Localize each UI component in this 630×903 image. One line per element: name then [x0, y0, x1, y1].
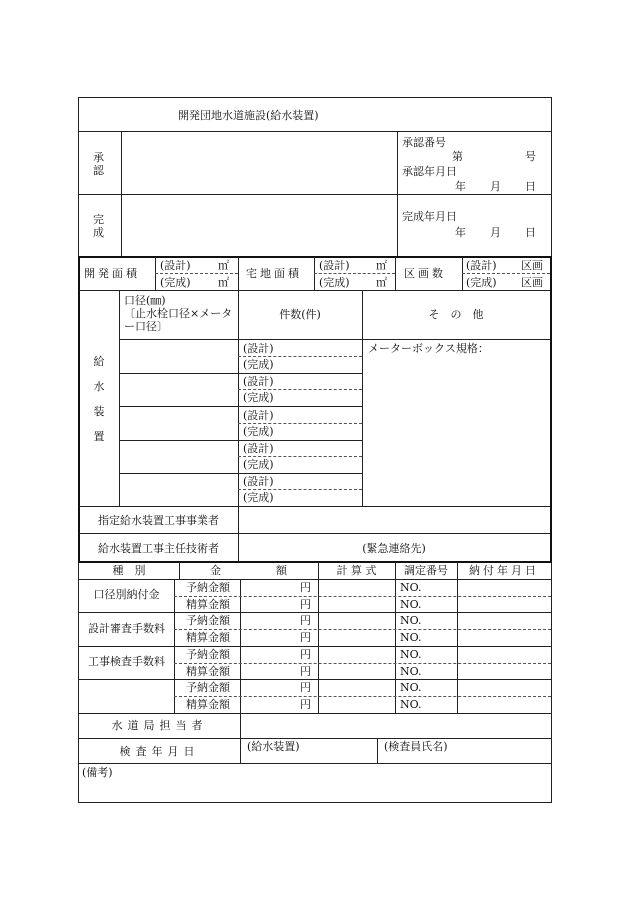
device-line-right — [362, 290, 363, 506]
device-side-label-4: 置 — [93, 430, 105, 443]
fee-line-formula — [318, 562, 319, 713]
row5-complete: (完成) — [243, 491, 274, 504]
row5-dash — [238, 489, 362, 490]
dev-area-design: (設計) — [160, 259, 191, 272]
fee-g2-settled-no: NO. — [400, 631, 422, 644]
completion-month: 月 — [490, 226, 501, 239]
fee-g3-settled-no: NO. — [400, 665, 422, 678]
col-count-header: 件数(件) — [279, 308, 321, 321]
completion-day: 日 — [525, 226, 536, 239]
lots-label: 区画数 — [404, 267, 446, 280]
res-area-label: 宅地面積 — [246, 267, 302, 280]
fee-g4-settled-no: NO. — [400, 698, 422, 711]
fee-g3-bottom — [78, 679, 552, 680]
fee-g4-prepaid-no: NO. — [400, 681, 422, 694]
fee-g1-prepaid-no: NO. — [400, 581, 422, 594]
dev-area-label: 開発面積 — [84, 267, 140, 280]
row4-complete: (完成) — [243, 458, 274, 471]
row1-dash — [238, 356, 362, 357]
line-approval-bottom — [78, 194, 552, 195]
fee-g1-settled-yen: 円 — [300, 598, 311, 611]
meter-box-spec: メーターボックス規格： — [368, 342, 489, 355]
row4-bottom — [119, 473, 362, 474]
inspection-bottom — [78, 763, 552, 764]
row2-bottom — [119, 406, 362, 407]
res-area-complete-unit: ㎡ — [376, 276, 387, 289]
res-area-design-unit: ㎡ — [376, 259, 387, 272]
dev-area-design-unit: ㎡ — [218, 259, 229, 272]
row1-bottom — [119, 373, 362, 374]
outer-border-bottom — [78, 802, 552, 803]
device-line-mid — [238, 290, 239, 562]
thick-block-bottom — [78, 561, 552, 563]
completion-label: 完 成 — [93, 213, 104, 239]
fee-g3-prepaid-yen: 円 — [300, 648, 311, 661]
fee-g4-prepaid: 予納金額 — [186, 681, 230, 694]
area-line-2 — [238, 257, 239, 290]
row3-bottom — [119, 440, 362, 441]
fee-header-bottom — [78, 579, 552, 580]
approval-dai: 第 — [452, 150, 463, 163]
device-side-label-3: 装 — [93, 405, 105, 418]
row4-design: (設計) — [243, 442, 274, 455]
fee-g2-bottom — [78, 646, 552, 647]
line-area-bottom — [79, 290, 550, 291]
fee-header-paydate: 納付年月日 — [469, 564, 539, 577]
staff-bottom — [78, 738, 552, 739]
contractor-label: 指定給水装置工事事業者 — [98, 514, 219, 527]
completion-date-label: 完成年月日 — [402, 210, 457, 223]
fee-line-paydate — [457, 562, 458, 713]
inspection-date-label: 検査年月日 — [119, 745, 200, 758]
approval-date-label: 承認年月日 — [402, 165, 457, 178]
inspector-name-label: (検査員氏名) — [384, 740, 448, 753]
approval-label: 承 認 — [93, 151, 104, 177]
row1-design: (設計) — [243, 342, 274, 355]
res-area-design: (設計) — [319, 259, 350, 272]
inspection-line — [377, 738, 378, 763]
row4-dash — [238, 456, 362, 457]
inspection-device-label: (給水装置) — [247, 740, 300, 753]
row3-design: (設計) — [243, 409, 274, 422]
fee-g1-settled-no: NO. — [400, 598, 422, 611]
approval-day: 日 — [525, 180, 536, 193]
thick-block-top — [78, 256, 552, 258]
lots-design: (設計) — [466, 259, 497, 272]
fee-g3-settled: 精算金額 — [186, 665, 230, 678]
lots-complete: (完成) — [466, 276, 497, 289]
fee-line-adjust — [395, 562, 396, 713]
area-dash-3 — [462, 273, 550, 274]
fee-table-bottom — [78, 713, 552, 714]
emergency-contact-label: (緊急連絡先) — [362, 542, 426, 555]
fee-g2-settled-yen: 円 — [300, 631, 311, 644]
fee-g4-settled: 精算金額 — [186, 698, 230, 711]
line-title-bottom — [78, 131, 552, 132]
fee-g2-settled: 精算金額 — [186, 631, 230, 644]
fee-g1-prepaid: 予納金額 — [186, 581, 230, 594]
line-contractor-bottom — [79, 533, 550, 534]
fee-g2-prepaid-no: NO. — [400, 614, 422, 627]
row2-complete: (完成) — [243, 391, 274, 404]
area-line-4 — [395, 257, 396, 290]
device-side-label-2: 水 — [93, 380, 105, 393]
line-device-bottom — [79, 506, 550, 507]
row3-complete: (完成) — [243, 425, 274, 438]
fee-g4-prepaid-yen: 円 — [300, 681, 311, 694]
engineer-label: 給水装置工事主任技術者 — [98, 542, 219, 555]
device-side-label-1: 給 — [93, 355, 105, 368]
approval-year: 年 — [455, 180, 466, 193]
res-area-complete: (完成) — [319, 276, 350, 289]
lots-complete-unit: 区画 — [521, 276, 543, 289]
lots-design-unit: 区画 — [521, 259, 543, 272]
row2-design: (設計) — [243, 375, 274, 388]
area-dash-1 — [155, 273, 238, 274]
fee-header-adjust: 調定番号 — [404, 564, 448, 577]
fee-g3-dash — [174, 663, 551, 664]
fee-group-2-name: 設計審査手数料 — [88, 622, 165, 635]
remarks-label: (備考) — [82, 766, 113, 779]
approval-go: 号 — [525, 150, 536, 163]
fee-g2-prepaid: 予納金額 — [186, 614, 230, 627]
approval-number-label: 承認番号 — [402, 136, 446, 149]
staff-label: 水道局担当者 — [111, 719, 208, 732]
fee-g1-settled: 精算金額 — [186, 598, 230, 611]
device-header-bottom — [119, 339, 550, 340]
fee-group-1-name: 口径別納付金 — [93, 588, 160, 601]
thick-block-right — [550, 256, 552, 562]
fee-g1-prepaid-yen: 円 — [300, 581, 311, 594]
area-dash-2 — [314, 273, 395, 274]
fee-g3-prepaid: 予納金額 — [186, 648, 230, 661]
form-title: 開発団地水道施設(給水装置) — [178, 109, 319, 122]
fee-header-formula: 計 算 式 — [336, 564, 377, 577]
outer-border-top — [78, 97, 552, 98]
fee-g4-settled-yen: 円 — [300, 698, 311, 711]
approval-month: 月 — [490, 180, 501, 193]
row5-design: (設計) — [243, 475, 274, 488]
fee-g3-settled-yen: 円 — [300, 665, 311, 678]
row1-complete: (完成) — [243, 358, 274, 371]
fee-header-amount: 金 額 — [210, 564, 287, 577]
fee-g1-bottom — [78, 612, 552, 613]
col-diameter-header: 口径(㎜) 〔止水栓口径×メーター口径〕 — [124, 294, 233, 333]
completion-year: 年 — [455, 226, 466, 239]
row3-dash — [238, 423, 362, 424]
fee-g1-dash — [174, 596, 551, 597]
fee-g2-prepaid-yen: 円 — [300, 614, 311, 627]
dev-area-complete: (完成) — [160, 276, 191, 289]
dev-area-complete-unit: ㎡ — [218, 276, 229, 289]
fee-header-type: 種 別 — [112, 564, 146, 577]
fee-g3-prepaid-no: NO. — [400, 648, 422, 661]
fee-g2-dash — [174, 629, 551, 630]
row2-dash — [238, 389, 362, 390]
col-other-header: そ の 他 — [428, 308, 484, 321]
fee-g4-dash — [174, 696, 551, 697]
fee-group-3-name: 工事検査手数料 — [88, 655, 165, 668]
